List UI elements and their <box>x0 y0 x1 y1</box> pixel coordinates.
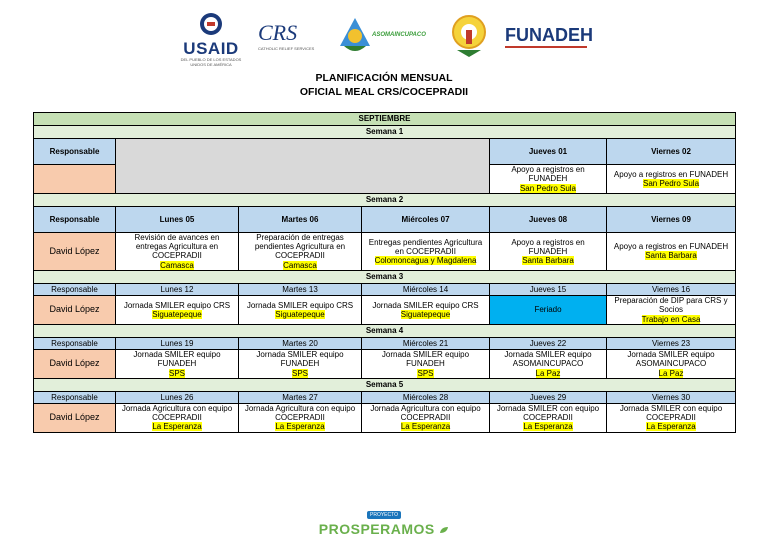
funadeh-underline <box>505 46 587 48</box>
funadeh-text: FUNADEH <box>505 25 593 45</box>
day-header: Viernes 02 <box>607 139 736 165</box>
day-header: Martes 06 <box>239 206 362 232</box>
task-location: Santa Barbara <box>645 251 697 261</box>
prosperamos-text: PROSPERAMOS <box>318 521 435 537</box>
task-location: La Esperanza <box>400 422 451 432</box>
day-header: Martes 27 <box>239 391 362 403</box>
task-cell <box>490 296 607 325</box>
crs-subtitle: CATHOLIC RELIEF SERVICES <box>258 46 315 51</box>
crs-logo <box>258 20 324 52</box>
day-header: Lunes 05 <box>116 206 239 232</box>
task-location: Camasca <box>283 260 317 270</box>
task-location: La Esperanza <box>523 422 573 432</box>
responsable-header: Responsable <box>34 139 116 165</box>
day-header: Miércoles 07 <box>362 206 490 232</box>
day-header: Viernes 16 <box>607 284 736 296</box>
usaid-text: USAID <box>183 39 239 58</box>
task-text: Feriado <box>534 305 562 315</box>
day-header: Jueves 08 <box>490 206 607 232</box>
task-location: Siguatepeque <box>275 310 325 320</box>
responsable-name: David López <box>34 232 116 270</box>
task-cell <box>362 296 490 325</box>
asomaincupaco-text: ASOMAINCUPACO <box>372 32 426 38</box>
task-text: Jornada Agricultura con equipo COCEPRADII <box>370 403 481 423</box>
task-text: Entregas pendientes Agricultura en COCEPRADII <box>368 237 483 256</box>
title-line-2: OFICIAL MEAL CRS/COCEPRADII <box>299 86 469 98</box>
week-title: Semana 4 <box>34 324 736 337</box>
day-header: Martes 13 <box>239 284 362 296</box>
week-row <box>34 193 736 206</box>
day-header: Jueves 29 <box>490 391 607 403</box>
week-title: Semana 2 <box>34 193 736 206</box>
week-row <box>34 378 736 391</box>
task-location: SPS <box>291 368 308 378</box>
leaf-icon <box>439 526 449 534</box>
task-text: Revisión de avances en entregas Agricultura en COCEPRADII <box>134 232 220 261</box>
funadeh-logo <box>505 25 593 48</box>
task-text: Jornada SMILER equipo ASOMAINCUPACO <box>627 349 715 369</box>
task-location: Camasca <box>160 260 194 270</box>
task-text: Jornada Agricultura con equipo COCEPRADII <box>244 403 356 423</box>
task-cell <box>607 296 736 325</box>
day-header-row <box>34 284 736 296</box>
task-location: SPS <box>417 368 434 378</box>
task-text: Preparación de DIP para CRS y Socios <box>614 296 728 315</box>
task-cell <box>239 232 362 270</box>
task-cell <box>490 349 607 378</box>
day-header-row <box>34 391 736 403</box>
week-title: Semana 1 <box>34 126 736 139</box>
task-cell <box>239 403 362 432</box>
task-text: Apoyo a registros en FUNADEH <box>613 169 729 179</box>
task-cell <box>362 232 490 270</box>
task-location: La Esperanza <box>275 422 325 432</box>
task-row <box>34 403 736 432</box>
task-location: Santa Barbara <box>522 256 574 266</box>
responsable-name: David López <box>34 296 116 325</box>
task-location: SPS <box>168 368 185 378</box>
proyecto-tag: PROYECTO <box>367 511 401 519</box>
task-text: Jornada SMILER con equipo COCEPRADII <box>619 403 723 423</box>
task-cell <box>490 165 607 194</box>
task-text: Jornada SMILER equipo ASOMAINCUPACO <box>504 349 592 369</box>
task-text: Preparación de entregas pendientes Agricultura en COCEPRADII <box>254 232 346 261</box>
task-text: Jornada SMILER equipo CRS <box>372 300 479 310</box>
day-header: Viernes 09 <box>607 206 736 232</box>
task-cell <box>116 296 239 325</box>
task-cell <box>116 232 239 270</box>
task-cell <box>239 296 362 325</box>
day-header: Jueves 15 <box>490 284 607 296</box>
task-cell <box>362 403 490 432</box>
day-header: Lunes 19 <box>116 337 239 349</box>
task-location: La Esperanza <box>646 422 696 432</box>
logo-bar <box>0 12 768 68</box>
task-text: Jornada SMILER con equipo COCEPRADII <box>496 403 600 423</box>
empty-block <box>116 139 490 194</box>
week-row <box>34 126 736 139</box>
responsable-header: Responsable <box>34 284 116 296</box>
day-header: Lunes 26 <box>116 391 239 403</box>
task-location: La Paz <box>535 368 561 378</box>
sun-emblem-icon <box>449 14 489 58</box>
day-header: Miércoles 14 <box>362 284 490 296</box>
task-text: Apoyo a registros en FUNADEH <box>511 165 585 184</box>
task-cell <box>490 232 607 270</box>
week-row <box>34 324 736 337</box>
day-header: Jueves 22 <box>490 337 607 349</box>
usaid-logo <box>180 12 242 67</box>
task-row <box>34 349 736 378</box>
responsable-header: Responsable <box>34 206 116 232</box>
day-header: Miércoles 21 <box>362 337 490 349</box>
task-cell <box>607 165 736 194</box>
responsable-name: David López <box>34 403 116 432</box>
day-header: Viernes 30 <box>607 391 736 403</box>
responsable-name: David López <box>34 349 116 378</box>
week-title: Semana 5 <box>34 378 736 391</box>
week-title: Semana 3 <box>34 271 736 284</box>
task-text: Jornada SMILER equipo FUNADEH <box>381 349 470 369</box>
task-cell <box>607 403 736 432</box>
task-cell <box>239 349 362 378</box>
crs-text: CRS <box>258 20 298 45</box>
prosperamos-logo <box>0 503 768 539</box>
planning-table <box>33 112 736 433</box>
task-cell <box>116 403 239 432</box>
responsable-header: Responsable <box>34 391 116 403</box>
task-location: San Pedro Sula <box>519 183 577 193</box>
task-cell <box>607 232 736 270</box>
task-text: Apoyo a registros en FUNADEH <box>613 242 729 252</box>
task-text: Jornada SMILER equipo CRS <box>246 300 354 310</box>
day-header: Viernes 23 <box>607 337 736 349</box>
task-text: Apoyo a registros en FUNADEH <box>511 237 585 256</box>
task-text: Jornada SMILER equipo CRS <box>123 300 231 310</box>
task-location: La Esperanza <box>152 422 202 432</box>
usaid-seal-icon <box>199 12 223 36</box>
task-location: San Pedro Sula <box>642 178 700 188</box>
task-row <box>34 232 736 270</box>
responsable-header: Responsable <box>34 337 116 349</box>
usaid-subtitle: DEL PUEBLO DE LOS ESTADOS UNIDOS DE AMÉRICA <box>180 57 242 67</box>
task-cell <box>607 349 736 378</box>
task-cell <box>116 349 239 378</box>
day-header-row <box>34 337 736 349</box>
task-location: Colomoncagua y Magdalena <box>374 256 477 266</box>
responsable-name <box>34 165 116 194</box>
task-location: Siguatepeque <box>152 310 202 320</box>
day-header: Jueves 01 <box>490 139 607 165</box>
week-row <box>34 271 736 284</box>
asomaincupaco-emblem-icon <box>338 16 372 56</box>
document-title <box>0 71 768 99</box>
day-header: Martes 20 <box>239 337 362 349</box>
task-cell <box>362 349 490 378</box>
sun-emblem-logo <box>449 14 489 63</box>
asomaincupaco-logo <box>338 16 438 56</box>
task-cell <box>490 403 607 432</box>
task-text: Jornada SMILER equipo FUNADEH <box>256 349 344 369</box>
month-title: SEPTIEMBRE <box>34 113 736 126</box>
task-location: La Paz <box>658 368 684 378</box>
task-location: Trabajo en Casa <box>641 314 701 324</box>
day-header-row <box>34 206 736 232</box>
title-line-1: PLANIFICACIÓN MENSUAL <box>315 72 453 84</box>
month-row <box>34 113 736 126</box>
task-text: Jornada Agricultura con equipo COCEPRADII <box>121 403 233 423</box>
day-header: Miércoles 28 <box>362 391 490 403</box>
day-header: Lunes 12 <box>116 284 239 296</box>
task-text: Jornada SMILER equipo FUNADEH <box>133 349 221 369</box>
day-header-row <box>34 139 736 165</box>
task-location: Siguatepeque <box>400 310 451 320</box>
task-row <box>34 296 736 325</box>
